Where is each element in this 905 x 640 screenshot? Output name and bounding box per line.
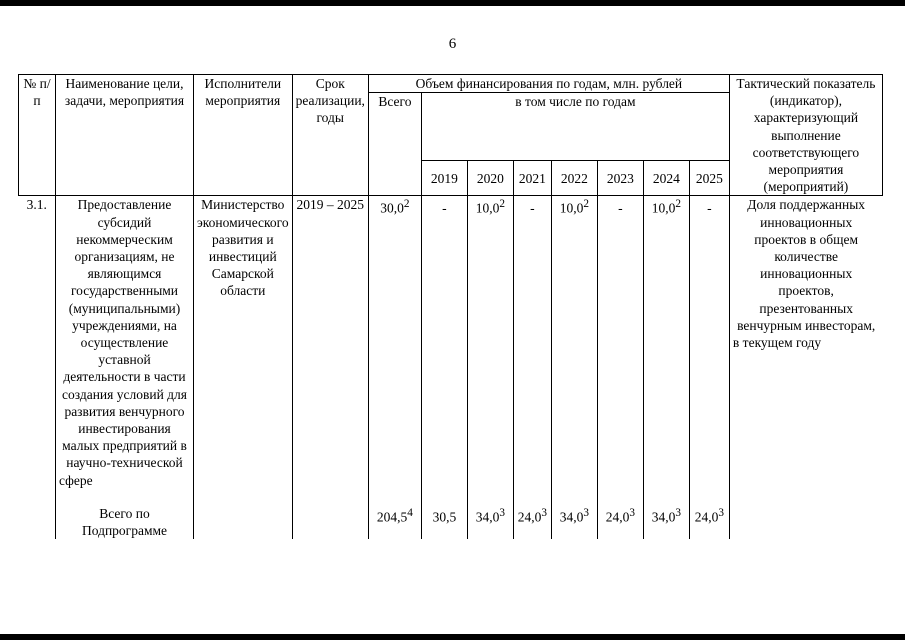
summary-value: 24,0$^3$ <box>597 489 643 539</box>
year-header: 2025 <box>689 161 729 196</box>
summary-row <box>19 489 883 539</box>
summary-value: 34,0$^3$ <box>643 489 689 539</box>
table-row <box>19 196 883 489</box>
header-indicator: Тактический показатель (индикатор), характеризующий выполнение соответствующего мероприятия (мероприятий) <box>729 75 882 196</box>
summary-empty-cell <box>19 489 56 539</box>
row-name: Предоставление субсидий некоммерческим организациям, не являющимся государственными (муниципальными) учреждениями, на осуществление уставной деятельности в части создания условий для развития венчурного инвестирования малых предприятий в научно-технической сфере <box>56 196 194 489</box>
row-value: - <box>689 196 729 489</box>
header-num: № п/п <box>19 75 56 196</box>
year-header: 2022 <box>551 161 597 196</box>
year-header: 2020 <box>467 161 513 196</box>
summary-value: 34,0$^3$ <box>551 489 597 539</box>
summary-value: 34,0$^3$ <box>467 489 513 539</box>
row-value: 10,0$^2$ <box>643 196 689 489</box>
year-header: 2021 <box>513 161 551 196</box>
row-term: 2019 – 2025 <box>292 196 368 489</box>
year-header: 2019 <box>421 161 467 196</box>
row-num: 3.1. <box>19 196 56 489</box>
header-total: Всего <box>368 93 421 196</box>
page-number: 6 <box>448 36 457 52</box>
header-term: Срок реализации, годы <box>292 75 368 196</box>
top-rule <box>0 0 905 6</box>
row-value: 10,0$^2$ <box>467 196 513 489</box>
summary-empty-cell <box>194 489 293 539</box>
summary-empty-cell <box>729 489 882 539</box>
row-value: - <box>597 196 643 489</box>
header-incl-years: в том числе по годам <box>421 93 729 161</box>
header-funding: Объем финансирования по годам, млн. рублей <box>368 75 729 93</box>
funding-table <box>18 74 883 539</box>
row-value: 10,0$^2$ <box>551 196 597 489</box>
summary-total: 204,5$^4$ <box>368 489 421 539</box>
row-indicator: Доля поддержанных инновационных проектов в общем количестве инновационных проектов, презентованных венчурным инвесторам, в текущем году <box>729 196 882 489</box>
summary-label: Всего по Подпрограмме <box>56 489 194 539</box>
row-value: - <box>421 196 467 489</box>
header-name: Наименование цели, задачи, мероприятия <box>56 75 194 196</box>
row-executor: Министерство экономического развития и инвестиций Самарской области <box>194 196 293 489</box>
summary-value: 24,0$^3$ <box>689 489 729 539</box>
summary-value: 24,0$^3$ <box>513 489 551 539</box>
year-header: 2023 <box>597 161 643 196</box>
year-header: 2024 <box>643 161 689 196</box>
row-total: 30,0$^2$ <box>368 196 421 489</box>
summary-value: 30,5 <box>421 489 467 539</box>
header-executors: Исполнители мероприятия <box>194 75 293 196</box>
row-value: - <box>513 196 551 489</box>
summary-empty-cell <box>292 489 368 539</box>
header-row-1 <box>19 75 883 93</box>
bottom-rule <box>0 634 905 640</box>
